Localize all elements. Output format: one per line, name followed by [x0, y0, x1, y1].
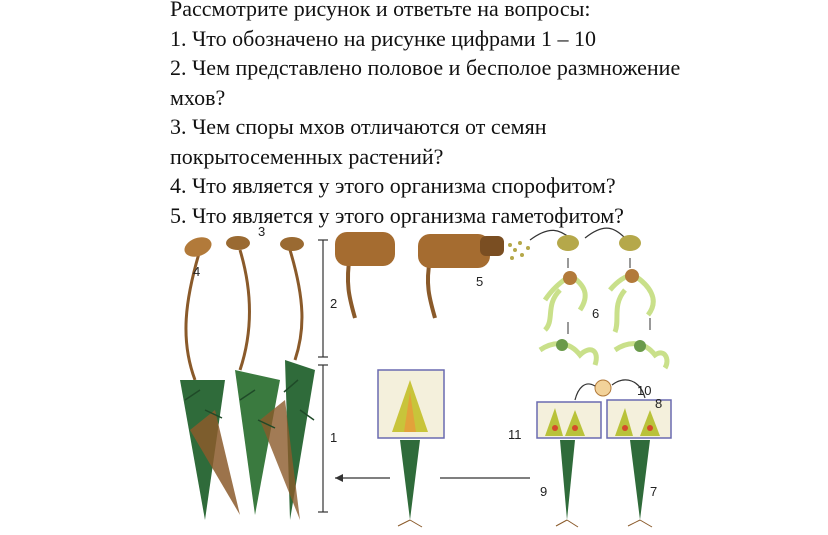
label-6: 6	[592, 306, 600, 321]
label-8: 8	[655, 396, 663, 411]
question-3: 3. Чем споры мхов отличаются от семян	[170, 114, 547, 139]
question-3-cont: покрытосеменных растений?	[170, 143, 444, 169]
young-shoots	[335, 440, 652, 527]
archegonium-inset	[378, 370, 444, 438]
capsule-detail	[335, 232, 530, 318]
bracket-markers	[318, 240, 328, 512]
label-7: 7	[650, 484, 658, 499]
spore-germination	[530, 228, 667, 368]
question-4: 4. Что является у этого организма спорофитом?	[170, 173, 616, 198]
label-2: 2	[330, 296, 338, 311]
label-3: 3	[258, 224, 266, 239]
label-5: 5	[476, 274, 484, 289]
question-2-cont: мхов?	[170, 84, 226, 110]
question-5: 5. Что является у этого организма гаметофитом?	[170, 202, 624, 228]
intro-line: Рассмотрите рисунок и ответьте на вопросы:	[170, 0, 591, 21]
moss-plants-large	[180, 234, 315, 520]
label-10: 10	[637, 383, 652, 398]
label-1: 1	[330, 430, 338, 445]
question-1: 1. Что обозначено на рисунке цифрами 1 – 10	[170, 25, 596, 51]
label-4: 4	[193, 264, 201, 279]
label-11: 11	[508, 427, 522, 442]
question-2: 2. Чем представлено половое и бесполое размножение	[170, 55, 681, 80]
label-9: 9	[540, 484, 548, 499]
